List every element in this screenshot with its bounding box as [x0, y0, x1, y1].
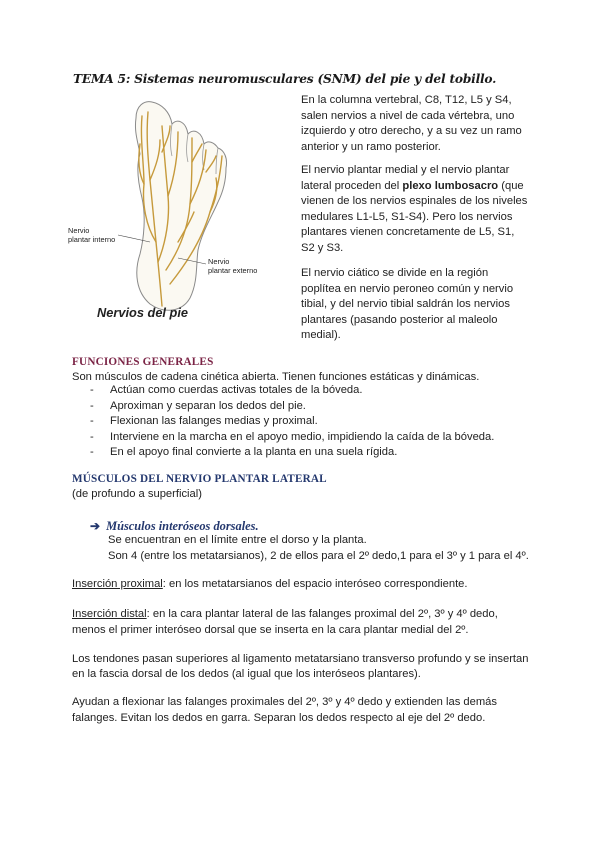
- list-item: - Aproximan y separan los dedos del pie.: [90, 399, 306, 412]
- intro-paragraph-2: El nervio plantar medial y el nervio plantar lateral proceden del plexo lumbosacro (que vienen de los nervios espinales de los niveles medulares L1-L5, S1-S4). Pero los nervios plantares vienen concretamente de L5, S1, S2 y S3.: [301, 164, 528, 254]
- intro-paragraph-3: El nervio ciático se divide en la región poplítea en nervio peroneo común y nervio tibial, y del nervio tibial saldrán los nervios plantares (pasando posterior al maleolo medial).: [301, 267, 514, 342]
- funciones-list: [90, 383, 494, 461]
- label-plantar-externo-1: Nervio: [208, 257, 230, 266]
- list-item: - Actúan como cuerdas activas totales de la bóveda.: [90, 384, 363, 396]
- intro-paragraph-1: En la columna vertebral, C8, T12, L5 y S4, salen nervios a nivel de cada vértebra, uno izquierdo y otro derecho, y a su vez un ramo anterior y un ramo posterior.: [301, 94, 522, 153]
- arrow-right-icon: ➔: [90, 519, 101, 533]
- figure-caption: Nervios del pie: [97, 305, 189, 320]
- label-plantar-interno-1: Nervio: [68, 226, 90, 235]
- ayudan-1: Ayudan a flexionar las falanges proximales del 2º, 3º y 4º dedo y extienden las demás: [72, 696, 497, 708]
- musculos-heading: MÚSCULOS DEL NERVIO PLANTAR LATERAL: [72, 473, 327, 485]
- list-item: - Interviene en la marcha en el apoyo medio, impidiendo la caída de la bóveda.: [90, 430, 495, 443]
- foot-nerves-illustration: [66, 92, 288, 324]
- insercion-proximal: Inserción proximal: en los metatarsianos del espacio interóseo correspondiente.: [72, 578, 468, 590]
- funciones-intro: Son músculos de cadena cinética abierta. Tienen funciones estáticas y dinámicas.: [72, 371, 480, 383]
- label-plantar-interno-2: plantar interno: [68, 235, 116, 244]
- label-plantar-externo-2: plantar externo: [208, 266, 258, 275]
- ayudan-2: falanges. Evitan los dedos en garra. Separan los dedos respecto al eje del 2º dedo.: [72, 712, 486, 724]
- interoseos-desc-2: Son 4 (entre los metatarsianos), 2 de ellos para el 2º dedo,1 para el 3º y 1 para el 4º.: [108, 550, 529, 562]
- interoseos-dorsales-heading: ➔ Músculos interóseos dorsales.: [90, 519, 259, 533]
- tendones-2: en la fascia dorsal de los dedos (al igual que los interóseos plantares).: [72, 668, 421, 680]
- tendones-1: Los tendones pasan superiores al ligamento metatarsiano transverso profundo y se insertan: [72, 653, 529, 665]
- list-item: - En el apoyo final convierte a la planta en una suela rígida.: [90, 446, 398, 459]
- list-item: - Flexionan las falanges medias y proximal.: [90, 415, 318, 428]
- page-title: TEMA 5: Sistemas neuromusculares (SNM) del pie y del tobillo.: [73, 72, 497, 86]
- musculos-subheading: (de profundo a superficial): [72, 488, 202, 500]
- insercion-distal-1: Inserción distal: en la cara plantar lateral de las falanges proximal del 2º, 3º y 4º dedo,: [72, 608, 498, 620]
- insercion-distal-2: menos el primer interóseo dorsal que se inserta en la cara plantar medial del 2º.: [72, 624, 469, 636]
- funciones-heading: FUNCIONES GENERALES: [72, 356, 214, 368]
- plexo-lumbosacro: plexo lumbosacro: [402, 179, 499, 192]
- foot-nerves-figure: [66, 92, 288, 324]
- interoseos-desc-1: Se encuentran en el límite entre el dorso y la planta.: [108, 534, 367, 546]
